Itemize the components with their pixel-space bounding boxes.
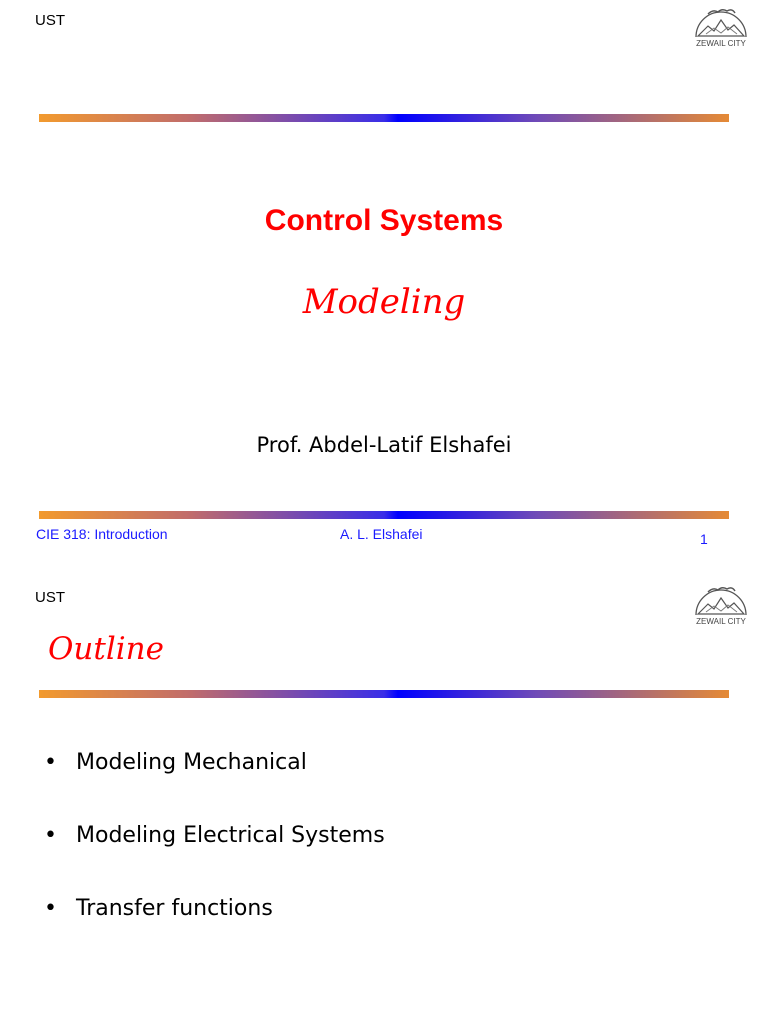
list-item-text: Transfer functions bbox=[76, 896, 273, 921]
list-item-text: Modeling Electrical Systems bbox=[76, 823, 385, 848]
slide-title: Outline bbox=[48, 631, 164, 667]
zewail-city-logo bbox=[688, 3, 754, 49]
footer-course: CIE 318: Introduction bbox=[36, 526, 168, 542]
slide-title: Control Systems bbox=[264, 204, 504, 237]
outline-slide bbox=[0, 576, 768, 1024]
logo-text: ZEWAIL CITY bbox=[696, 39, 746, 48]
bullet-icon: • bbox=[44, 823, 57, 848]
page-number: 1 bbox=[700, 531, 708, 547]
outline-list bbox=[44, 750, 385, 969]
org-label: UST bbox=[35, 589, 65, 606]
logo-text: ZEWAIL CITY bbox=[696, 617, 746, 626]
footer-author: A. L. Elshafei bbox=[340, 526, 423, 542]
footer-divider bbox=[39, 511, 729, 519]
list-item bbox=[44, 823, 385, 896]
zewail-city-logo bbox=[688, 581, 754, 627]
list-item bbox=[44, 750, 385, 823]
list-item-text: Modeling Mechanical bbox=[76, 750, 307, 775]
slide-subtitle: Modeling bbox=[302, 282, 466, 322]
header-divider bbox=[39, 114, 729, 122]
org-label: UST bbox=[35, 12, 65, 29]
bullet-icon: • bbox=[44, 896, 57, 921]
bullet-icon: • bbox=[44, 750, 57, 775]
presenter-name: Prof. Abdel-Latif Elshafei bbox=[256, 433, 512, 457]
header-divider bbox=[39, 690, 729, 698]
list-item bbox=[44, 896, 385, 969]
